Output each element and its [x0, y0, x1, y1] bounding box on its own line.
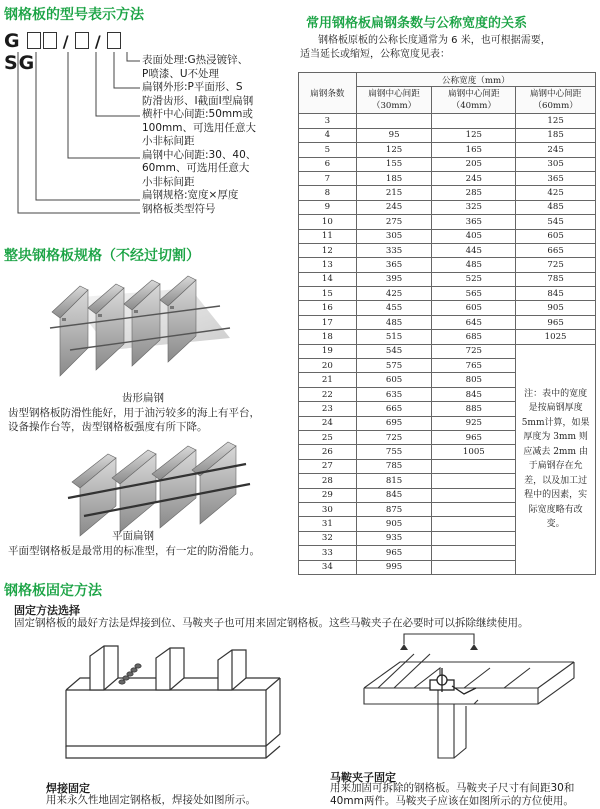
cell-width: 725 [516, 258, 596, 272]
table-note: 注：表中的宽度是按扁钢厚度5mm计算，如果厚度为 3mm 则应减去 2mm 由于扁钢存在允差，以及加工过程中的因素，实际宽度略有改变。 [516, 344, 596, 574]
table-row [299, 272, 596, 286]
clip-desc-2: 40mm两件。马鞍夹子应该在如图所示的方位使用。 [330, 795, 574, 807]
cell-count: 11 [299, 229, 357, 243]
header-count: 扁钢条数 [299, 73, 357, 114]
clip-desc-1: 用来加固可拆除的钢格板。马鞍夹子尺寸有间距30和 [330, 782, 575, 794]
cell-count: 7 [299, 171, 357, 185]
cell-width: 645 [432, 315, 516, 329]
cell-count: 32 [299, 531, 357, 545]
legend-line: 横杆中心间距:50mm或 [142, 108, 253, 120]
cell-width: 845 [432, 387, 516, 401]
cell-width: 1005 [432, 445, 516, 459]
cell-count: 13 [299, 258, 357, 272]
subheader-30: 扁钢中心间距（30mm） [356, 87, 432, 114]
table-row [299, 143, 596, 157]
table-row [299, 330, 596, 344]
table-row [299, 315, 596, 329]
cell-count: 33 [299, 546, 357, 560]
cell-width: 285 [432, 186, 516, 200]
legend-line: 100mm、可选用任意大 [142, 121, 256, 134]
legend-line: P喷漆、U不处理 [142, 67, 220, 80]
code-prefix: G [4, 30, 21, 52]
cell-width: 245 [432, 171, 516, 185]
cell-count: 5 [299, 143, 357, 157]
cell-width: 965 [356, 546, 432, 560]
table-row [299, 215, 596, 229]
weld-illustration [60, 638, 290, 778]
code-box-3 [75, 32, 89, 49]
cell-width: 425 [356, 287, 432, 301]
code-slash-1: / [62, 32, 69, 51]
cell-count: 17 [299, 315, 357, 329]
clip-title: 马鞍夹子固定 [330, 771, 396, 784]
legend-line: 60mm、可选用任意大 [142, 162, 250, 174]
subheader-60: 扁钢中心间距（60mm） [516, 87, 596, 114]
cell-width: 245 [356, 200, 432, 214]
table-row [299, 128, 596, 142]
plain-desc: 平面型钢格板是最常用的标准型，有一定的防滑能力。 [8, 545, 260, 557]
cell-width: 605 [432, 301, 516, 315]
cell-width: 215 [356, 186, 432, 200]
naming-title: 钢格板的型号表示方法 [4, 7, 144, 23]
cell-width: 365 [356, 258, 432, 272]
cell-width: 765 [432, 359, 516, 373]
cell-width: 485 [516, 200, 596, 214]
cell-width: 685 [432, 330, 516, 344]
cell-count: 14 [299, 272, 357, 286]
cell-width: 185 [356, 171, 432, 185]
table-row [299, 186, 596, 200]
model-code [4, 30, 134, 74]
legend-line: 表面处理:G热浸镀锌、 [142, 54, 249, 66]
cell-count: 30 [299, 502, 357, 516]
weld-title: 焊接固定 [46, 782, 90, 795]
cell-count: 34 [299, 560, 357, 574]
cell-width: 785 [516, 272, 596, 286]
cell-width: 275 [356, 215, 432, 229]
cell-width: 305 [516, 157, 596, 171]
table-row [299, 171, 596, 185]
legend-line: 钢格板类型符号 [142, 202, 216, 215]
cell-width: 245 [516, 143, 596, 157]
cell-count: 25 [299, 430, 357, 444]
legend-line: 扁钢中心间距:30、40、 [142, 148, 257, 161]
cell-width: 805 [432, 373, 516, 387]
fix-desc: 固定钢格板的最好方法是焊接到位、马鞍夹子也可用来固定钢格板。这些马鞍夹子在必要时可以拆除继续使用。 [14, 617, 529, 629]
code-legend [142, 54, 292, 216]
cell-width [356, 114, 432, 128]
cell-width: 425 [516, 186, 596, 200]
cell-width: 875 [356, 502, 432, 516]
cell-width: 545 [356, 344, 432, 358]
block-section-title: 整块钢格板规格（不经过切割） [4, 248, 200, 264]
table-row [299, 258, 596, 272]
cell-width: 125 [432, 128, 516, 142]
cell-width: 155 [356, 157, 432, 171]
table-row [299, 287, 596, 301]
cell-width: 485 [432, 258, 516, 272]
cell-width: 515 [356, 330, 432, 344]
serrated-desc-2: 设备操作台等，齿型钢格板强度有所下降。 [8, 421, 208, 433]
cell-count: 21 [299, 373, 357, 387]
cell-count: 10 [299, 215, 357, 229]
subheader-40: 扁钢中心间距（40mm） [432, 87, 516, 114]
cell-width [432, 474, 516, 488]
serrated-desc-1: 齿型钢格板防滑性能好，用于油污较多的海上有平台， [8, 407, 260, 419]
code-slash-2: / [94, 32, 101, 51]
cell-width: 405 [432, 229, 516, 243]
cell-count: 26 [299, 445, 357, 459]
cell-width: 525 [432, 272, 516, 286]
cell-width: 785 [356, 459, 432, 473]
code-box-2 [43, 32, 57, 49]
cell-width: 1025 [516, 330, 596, 344]
cell-width: 845 [356, 488, 432, 502]
table-intro-2: 适当延长或缩短，公称宽度见表： [300, 49, 450, 60]
cell-count: 24 [299, 416, 357, 430]
cell-count: 9 [299, 200, 357, 214]
cell-width: 755 [356, 445, 432, 459]
cell-width: 965 [432, 430, 516, 444]
cell-width: 125 [356, 143, 432, 157]
legend-line: 小非标间距 [142, 135, 195, 147]
cell-width [432, 459, 516, 473]
cell-width: 305 [356, 229, 432, 243]
serrated-grating-image [40, 268, 240, 386]
cell-width: 845 [516, 287, 596, 301]
cell-width: 905 [516, 301, 596, 315]
cell-width: 165 [432, 143, 516, 157]
cell-count: 3 [299, 114, 357, 128]
cell-count: 4 [299, 128, 357, 142]
cell-width: 565 [432, 287, 516, 301]
cell-count: 29 [299, 488, 357, 502]
cell-count: 28 [299, 474, 357, 488]
table-row [299, 301, 596, 315]
cell-width: 575 [356, 359, 432, 373]
cell-count: 31 [299, 517, 357, 531]
cell-width: 885 [432, 402, 516, 416]
cell-width: 485 [356, 315, 432, 329]
cell-width: 965 [516, 315, 596, 329]
table-row [299, 229, 596, 243]
cell-count: 19 [299, 344, 357, 358]
cell-count: 22 [299, 387, 357, 401]
saddle-clip-illustration [354, 628, 594, 768]
cell-count: 16 [299, 301, 357, 315]
legend-line: 扁钢规格:宽度×厚度 [142, 189, 239, 201]
plain-caption: 平面扁钢 [112, 530, 154, 542]
cell-width: 95 [356, 128, 432, 142]
cell-width: 395 [356, 272, 432, 286]
cell-width: 455 [356, 301, 432, 315]
code-connector-lines [0, 48, 150, 223]
table-row [299, 157, 596, 171]
cell-width [432, 114, 516, 128]
cell-width [432, 546, 516, 560]
cell-width: 925 [432, 416, 516, 430]
cell-width: 935 [356, 531, 432, 545]
cell-count: 23 [299, 402, 357, 416]
cell-width: 365 [432, 215, 516, 229]
cell-count: 27 [299, 459, 357, 473]
cell-width: 725 [432, 344, 516, 358]
cell-width: 695 [356, 416, 432, 430]
cell-width: 545 [516, 215, 596, 229]
cell-width: 365 [516, 171, 596, 185]
cell-count: 15 [299, 287, 357, 301]
header-width: 公称宽度（mm） [356, 73, 595, 87]
table-section-title: 常用钢格板扁钢条数与公称宽度的关系 [306, 16, 528, 31]
cell-count: 12 [299, 243, 357, 257]
table-row [299, 114, 596, 128]
cell-width [432, 531, 516, 545]
cell-width [432, 502, 516, 516]
legend-line: 防滑齿形、I截面I型扁钢 [142, 94, 254, 107]
fix-section-title: 钢格板固定方法 [4, 583, 102, 599]
cell-width: 995 [356, 560, 432, 574]
cell-width: 185 [516, 128, 596, 142]
fix-subtitle: 固定方法选择 [14, 604, 80, 617]
cell-width: 605 [516, 229, 596, 243]
serrated-caption: 齿形扁钢 [122, 392, 164, 404]
cell-count: 8 [299, 186, 357, 200]
cell-count: 6 [299, 157, 357, 171]
cell-width: 635 [356, 387, 432, 401]
table-intro-1: 钢格板原板的公称长度通常为 6 米，也可根据需要， [318, 35, 551, 46]
plain-grating-image [64, 440, 254, 540]
legend-line: 小非标间距 [142, 175, 195, 188]
cell-width: 665 [516, 243, 596, 257]
table-row [299, 243, 596, 257]
cell-width: 445 [432, 243, 516, 257]
cell-width [432, 488, 516, 502]
cell-width: 815 [356, 474, 432, 488]
cell-width: 125 [516, 114, 596, 128]
code-suffix: SG [4, 52, 36, 74]
cell-width: 335 [356, 243, 432, 257]
table-row [299, 344, 596, 358]
code-box-4 [107, 32, 121, 49]
cell-width: 205 [432, 157, 516, 171]
cell-width: 725 [356, 430, 432, 444]
cell-width [432, 560, 516, 574]
table-row [299, 200, 596, 214]
cell-width [432, 517, 516, 531]
cell-width: 325 [432, 200, 516, 214]
weld-desc: 用来永久性地固定钢格板，焊接处如图所示。 [46, 794, 256, 806]
cell-count: 18 [299, 330, 357, 344]
width-table [298, 72, 596, 575]
cell-count: 20 [299, 359, 357, 373]
cell-width: 905 [356, 517, 432, 531]
legend-line: 扁钢外形:P平面形、S [142, 81, 243, 93]
cell-width: 665 [356, 402, 432, 416]
cell-width: 605 [356, 373, 432, 387]
code-box-1 [27, 32, 41, 49]
